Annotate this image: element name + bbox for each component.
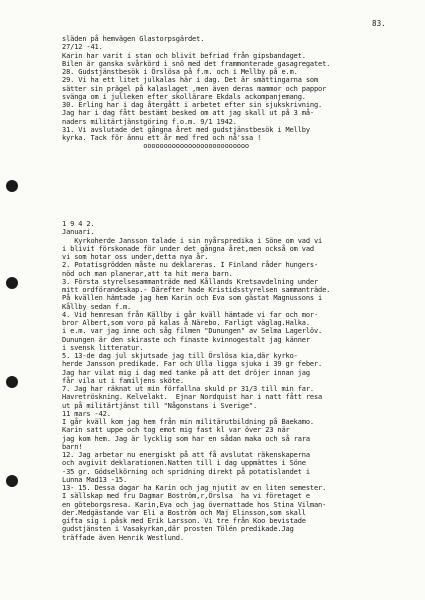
binder-hole (6, 376, 18, 388)
text-line: Karin satt uppe och tog emot mig fast kl var över 23 när (62, 426, 290, 435)
text-line: 27/12 -41. (62, 43, 103, 52)
text-line: oooooooooooooooooooooooooo (62, 142, 249, 151)
text-line: sätter sin prägel på kalaslaget ,men även deras mammor och pappor (62, 84, 327, 93)
text-line: träffade även Henrik Westlund. (62, 533, 184, 542)
text-line: 5. 13-de dag jul skjutsade jag till Örslösa kia,där kyrko- (62, 352, 298, 360)
text-line: vi som hotar oss under,detta nya år. (62, 253, 209, 261)
text-line: i svensk litteratur. (62, 343, 144, 352)
text-line: nöd och man planerar,att ta hit mera barn. (62, 269, 233, 278)
text-line: 28. Gudstjänstbesök i Örslösa på f.m. och i Mellby på e.m. (62, 68, 298, 76)
text-line: herde Jansson predikade. Far och Ulla ligga sjuka i 39 gr feber. (62, 360, 323, 369)
text-line: 1 9 4 2. (62, 220, 95, 228)
text-line: Bilen är ganska svårkörd i snö med det frammonterade gasagregatet. (62, 59, 331, 68)
text-line: och avgivit deklarationen.Natten till i dag uppmättes i Söne (62, 459, 306, 468)
text-line: Karin har varit i stan och blivit befriad från gipsbandaget. (62, 51, 306, 60)
text-line: Januari. (62, 228, 95, 237)
text-line: ut på militärtjänst till "Någonstans i Sverige". (62, 401, 258, 410)
text-line: På kvällen hämtade jag hem Karin och Eva som gästat Magnussons i (62, 294, 323, 303)
text-line: Kyrkoherde Jansson talade i sin nyårspredika i Söne om vad vi (62, 236, 323, 245)
binder-hole (6, 180, 18, 192)
text-line: Kållby sedan f.m. (62, 302, 132, 311)
text-line: Jag har i dag fått bestämt besked om att jag skall ut på 3 må- (62, 109, 314, 118)
text-line: 4. Vid hemresan från Källby i går kväll hämtade vi far och mor- (62, 310, 319, 319)
text-line: 13- 15. Dessa dagar ha Karin och jag njutit av en liten semester. (62, 484, 327, 492)
text-line: barn! (62, 442, 83, 451)
text-line: 11 mars -42. (62, 409, 111, 418)
text-line: gifta sig i påsk med Erik Larsson. Vi tre från Koo bevistade (62, 517, 306, 525)
text-line: I sällskap med fru Dagmar Boström,r,Örslsa ha vi företaget e (62, 492, 310, 501)
text-line: bror Albert,som voro på kalas å Närebo. Farligt väglag.Halka. (62, 319, 310, 327)
text-line: Jag har vilat mig i dag med tanke på att det dröjer innan jag (62, 368, 310, 377)
text-line: -35 gr. Gödselkörning och spridning direkt på potatislandet i (62, 467, 310, 476)
text-line: 30. Erling har i dag återgått i arbetet efter sin sjukskrivning. (62, 101, 323, 109)
text-line: i e.m. var jag inne och såg filmen "Dunungen" av Selma Lagerlöv. (62, 327, 323, 336)
text-line: får vila ut i familjens sköte. (62, 376, 184, 385)
text-line: I går kväll kom jag hem från min militärutbildning på Baekamo. (62, 418, 314, 426)
text-line: Lunna Mad13 -15. (62, 475, 128, 484)
text-line: svänga om i julleken efter skollärare Ekdals ackompanjemang. (62, 92, 306, 101)
text-line: gudstjänsten i Vasakyrkan,där prosten Tölén predikade.Jag (62, 525, 294, 534)
text-line: 12. Jag arbetar nu energiskt på att få avslutat räkenskaperna (62, 451, 310, 459)
diary-section-1942 (62, 220, 412, 542)
page-number: 83. (372, 19, 386, 28)
text-line: Dunungen är den skiraste och finaste kvinnogestalt jag känner (62, 335, 310, 344)
text-line: släden på hemvägen Glastorpsgärdet. (62, 35, 205, 43)
diary-section-december-1941 (62, 35, 412, 151)
text-line: 2. Potatisgrödden måste nu deklareras. I Finland råder hungers- (62, 261, 319, 270)
text-line: 7. Jag har räknat ut min förfallna skuld pr 31/3 till min far. (62, 385, 314, 393)
text-line: mitt ordförandeskap.- Därefter hade Kristidsstyrelsen sammanträde. (62, 286, 331, 294)
text-line: Havretröskning. Kelvelakt. Ejnar Nordquist har i natt fått resa (62, 393, 323, 402)
binder-hole (6, 475, 18, 487)
text-line: en göteborgsresa. Karin,Eva och jag övernattade hos Stina Vilman- (62, 500, 327, 509)
text-line: i blivit förskonade för under det gångna året,men också om vad (62, 244, 314, 253)
binder-hole (6, 277, 18, 289)
text-line: der.Medgästande var Eli a Boström och Maj Elinsson,som skall (62, 508, 306, 517)
text-line: kyrka. Tack för ännu ett år med fred och nå'ssa ! (62, 134, 262, 142)
text-line: 31. Vi avslutade det gångna året med gudstjänstbesök i Mellby (62, 125, 310, 134)
text-line: 3. Första styrelsesammanträde med Kållands Kretsavdelning under (62, 277, 319, 286)
text-line: naders militärtjänstgöring f.o.m. 9/1 1942. (62, 117, 237, 126)
text-line: jag kom hem. Jag är lycklig som har en sådan maka och så rara (62, 434, 310, 443)
text-line: 29. Vi ha ett litet julkalas här i dag. Det är smättingarna som (62, 76, 319, 85)
